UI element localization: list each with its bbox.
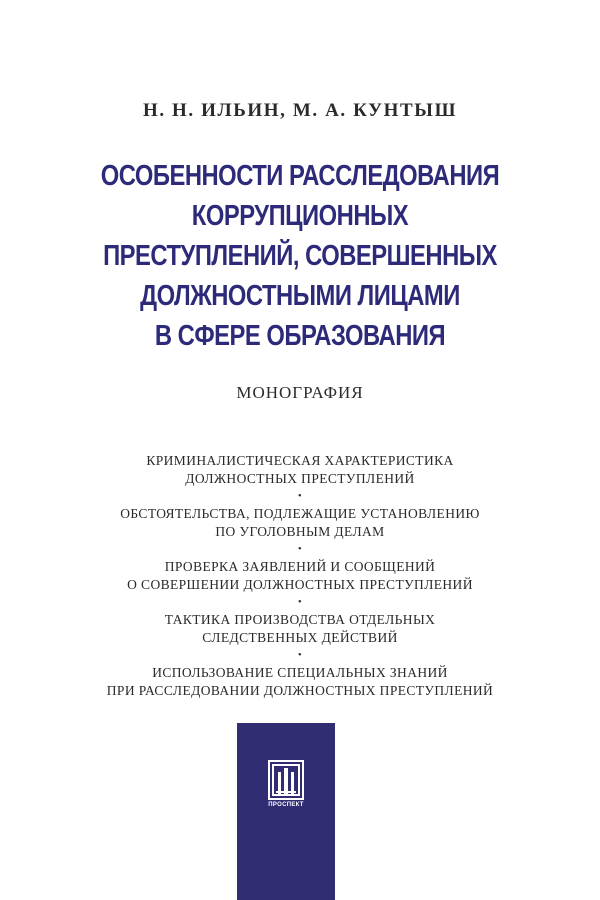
title-line: КОРРУПЦИОННЫХ bbox=[191, 200, 409, 232]
topic-separator: • bbox=[297, 543, 303, 555]
book-title bbox=[70, 156, 529, 356]
topic-separator: • bbox=[297, 596, 303, 608]
topic-line: КРИМИНАЛИСТИЧЕСКАЯ ХАРАКТЕРИСТИКА bbox=[146, 453, 454, 468]
topic-item bbox=[0, 452, 600, 488]
topic-item bbox=[0, 611, 600, 647]
title-line: ПРЕСТУПЛЕНИЙ, СОВЕРШЕННЫХ bbox=[103, 240, 497, 272]
topic-line: О СОВЕРШЕНИИ ДОЛЖНОСТНЫХ ПРЕСТУПЛЕНИЙ bbox=[127, 577, 473, 592]
title-line: ДОЛЖНОСТНЫМИ ЛИЦАМИ bbox=[140, 280, 460, 312]
topic-item bbox=[0, 558, 600, 594]
topic-line: ПРОВЕРКА ЗАЯВЛЕНИЙ И СООБЩЕНИЙ bbox=[164, 559, 436, 574]
authors: Н. Н. ИЛЬИН, М. А. КУНТЫШ bbox=[142, 100, 458, 121]
topic-line: ОБСТОЯТЕЛЬСТВА, ПОДЛЕЖАЩИЕ УСТАНОВЛЕНИЮ bbox=[120, 506, 480, 521]
topic-separator: • bbox=[297, 649, 303, 661]
topic-line: ИСПОЛЬЗОВАНИЕ СПЕЦИАЛЬНЫХ ЗНАНИЙ bbox=[152, 665, 448, 680]
topic-line: ПО УГОЛОВНЫМ ДЕЛАМ bbox=[215, 524, 385, 539]
topics-list bbox=[0, 452, 600, 700]
topic-separator: • bbox=[297, 490, 303, 502]
building-logo-icon bbox=[268, 760, 304, 800]
publisher-name: ПРОСПЕКТ bbox=[268, 802, 304, 808]
topic-line: СЛЕДСТВЕННЫХ ДЕЙСТВИЙ bbox=[202, 630, 398, 645]
topic-line: ПРИ РАССЛЕДОВАНИИ ДОЛЖНОСТНЫХ ПРЕСТУПЛЕНИЙ bbox=[106, 683, 494, 698]
publisher-block bbox=[237, 723, 335, 900]
genre-label: МОНОГРАФИЯ bbox=[236, 383, 364, 402]
topic-line: ТАКТИКА ПРОИЗВОДСТВА ОТДЕЛЬНЫХ bbox=[164, 612, 436, 627]
topic-line: ДОЛЖНОСТНЫХ ПРЕСТУПЛЕНИЙ bbox=[185, 471, 415, 486]
title-line: В СФЕРЕ ОБРАЗОВАНИЯ bbox=[154, 320, 446, 352]
topic-item bbox=[0, 664, 600, 700]
title-line: ОСОБЕННОСТИ РАССЛЕДОВАНИЯ bbox=[100, 160, 500, 192]
topic-item bbox=[0, 505, 600, 541]
